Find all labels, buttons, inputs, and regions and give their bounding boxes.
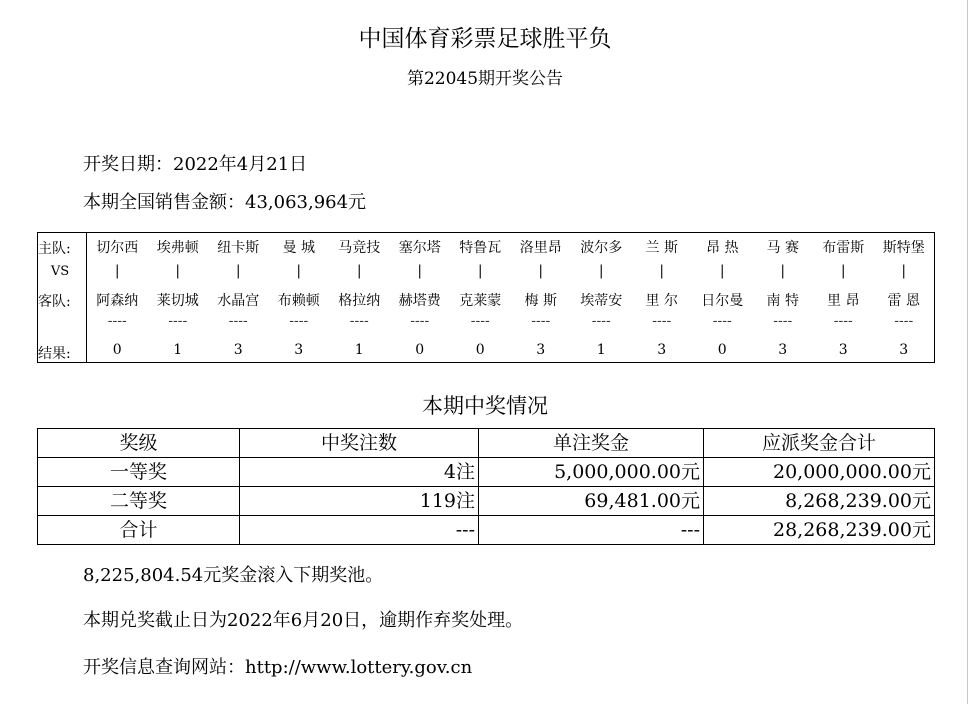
dash-separator: ---- (712, 313, 732, 329)
website-note: 开奖信息查询网站：http://www.lottery.gov.cn (83, 657, 473, 678)
match-result: 1 (173, 342, 183, 358)
vs-separator: | (114, 263, 120, 279)
prize-section-title: 本期中奖情况 (422, 394, 548, 418)
dash-separator: ---- (168, 313, 188, 329)
match-column (390, 233, 451, 362)
match-column (874, 233, 935, 362)
vs-separator: | (296, 263, 302, 279)
match-result: 0 (475, 342, 485, 358)
vs-separator: | (235, 263, 241, 279)
away-team: 里 昂 (827, 293, 860, 309)
match-column (632, 233, 693, 362)
deadline-note: 本期兑奖截止日为2022年6月20日，逾期作弃奖处理。 (83, 610, 524, 631)
prize-table (37, 428, 935, 545)
dash-separator: ---- (531, 313, 551, 329)
home-team: 特鲁瓦 (459, 240, 502, 256)
match-result: 0 (415, 342, 425, 358)
away-team: 里 尔 (645, 293, 678, 309)
home-team: 埃弗顿 (156, 240, 199, 256)
away-team: 梅 斯 (524, 293, 557, 309)
unit-prize: 69,481.00元 (479, 487, 704, 516)
match-result: 3 (233, 342, 243, 358)
col-header-unit-prize: 单注奖金 (479, 429, 704, 458)
away-team: 赫塔费 (398, 293, 441, 309)
winner-count: 119注 (240, 487, 479, 516)
dash-separator: ---- (410, 313, 430, 329)
draw-date: 开奖日期：2022年4月21日 (83, 154, 308, 175)
home-team: 洛里昂 (519, 240, 562, 256)
home-team: 切尔西 (96, 240, 139, 256)
col-header-total-prize: 应派奖金合计 (704, 429, 935, 458)
prize-level: 二等奖 (38, 487, 240, 516)
vs-label: VS (50, 264, 70, 279)
away-team: 南 特 (766, 293, 799, 309)
away-team: 埃蒂安 (580, 293, 623, 309)
match-column (511, 233, 572, 362)
home-team: 昂 热 (706, 240, 739, 256)
away-team: 雷 恩 (887, 293, 920, 309)
vs-separator: | (659, 263, 665, 279)
match-result: 3 (294, 342, 304, 358)
home-team: 斯特堡 (882, 240, 925, 256)
total-prize: 28,268,239.00元 (704, 516, 935, 545)
dash-separator: ---- (349, 313, 369, 329)
vs-separator: | (598, 263, 604, 279)
match-result: 3 (778, 342, 788, 358)
winner-count: --- (240, 516, 479, 545)
away-team: 阿森纳 (96, 293, 139, 309)
home-team: 曼 城 (282, 240, 315, 256)
dash-separator: ---- (591, 313, 611, 329)
match-column (813, 233, 874, 362)
away-team: 格拉纳 (338, 293, 381, 309)
dash-separator: ---- (652, 313, 672, 329)
home-team: 波尔多 (580, 240, 623, 256)
away-team: 日尔曼 (701, 293, 744, 309)
match-result: 0 (112, 342, 122, 358)
home-team: 纽卡斯 (217, 240, 260, 256)
prize-level: 合计 (38, 516, 240, 545)
result-label: 结果: (38, 346, 71, 362)
match-column (148, 233, 209, 362)
vs-separator: | (780, 263, 786, 279)
away-team: 布赖顿 (277, 293, 320, 309)
match-column (269, 233, 330, 362)
match-result: 3 (838, 342, 848, 358)
dash-separator: ---- (470, 313, 490, 329)
total-prize: 20,000,000.00元 (704, 458, 935, 487)
dash-separator: ---- (228, 313, 248, 329)
match-column (692, 233, 753, 362)
table-row (38, 516, 935, 545)
away-team: 莱切城 (156, 293, 199, 309)
match-result: 1 (596, 342, 606, 358)
vs-separator: | (538, 263, 544, 279)
match-result: 3 (536, 342, 546, 358)
away-label: 客队: (38, 294, 71, 310)
match-result: 3 (657, 342, 667, 358)
winner-count: 4注 (240, 458, 479, 487)
page-edge-line (967, 0, 968, 704)
dash-separator: ---- (833, 313, 853, 329)
match-result: 3 (899, 342, 909, 358)
home-team: 布雷斯 (822, 240, 865, 256)
rollover-note: 8,225,804.54元奖金滚入下期奖池。 (83, 565, 384, 586)
vs-separator: | (417, 263, 423, 279)
page-title: 中国体育彩票足球胜平负 (358, 26, 612, 52)
col-header-level: 奖级 (38, 429, 240, 458)
match-column (208, 233, 269, 362)
table-row (38, 458, 935, 487)
vs-separator: | (901, 263, 907, 279)
match-result: 1 (354, 342, 364, 358)
draw-number-subtitle: 第22045期开奖公告 (406, 69, 564, 89)
dash-separator: ---- (289, 313, 309, 329)
unit-prize: --- (479, 516, 704, 545)
match-column (450, 233, 511, 362)
home-label: 主队: (38, 241, 71, 257)
sales-amount: 本期全国销售金额：43,063,964元 (83, 192, 367, 213)
match-column (87, 233, 148, 362)
unit-prize: 5,000,000.00元 (479, 458, 704, 487)
match-column (329, 233, 390, 362)
match-table (37, 232, 935, 363)
vs-separator: | (356, 263, 362, 279)
prize-level: 一等奖 (38, 458, 240, 487)
vs-separator: | (175, 263, 181, 279)
col-header-count: 中奖注数 (240, 429, 479, 458)
home-team: 马竞技 (338, 240, 381, 256)
dash-separator: ---- (894, 313, 914, 329)
total-prize: 8,268,239.00元 (704, 487, 935, 516)
dash-separator: ---- (107, 313, 127, 329)
away-team: 克莱蒙 (459, 293, 502, 309)
away-team: 水晶宫 (217, 293, 260, 309)
match-columns (87, 233, 934, 362)
match-column (753, 233, 814, 362)
home-team: 马 赛 (766, 240, 799, 256)
home-team: 塞尔塔 (398, 240, 441, 256)
prize-table-header (38, 429, 935, 458)
table-row (38, 487, 935, 516)
vs-separator: | (477, 263, 483, 279)
home-team: 兰 斯 (645, 240, 678, 256)
match-result: 0 (717, 342, 727, 358)
vs-separator: | (840, 263, 846, 279)
vs-separator: | (719, 263, 725, 279)
match-column (571, 233, 632, 362)
dash-separator: ---- (773, 313, 793, 329)
